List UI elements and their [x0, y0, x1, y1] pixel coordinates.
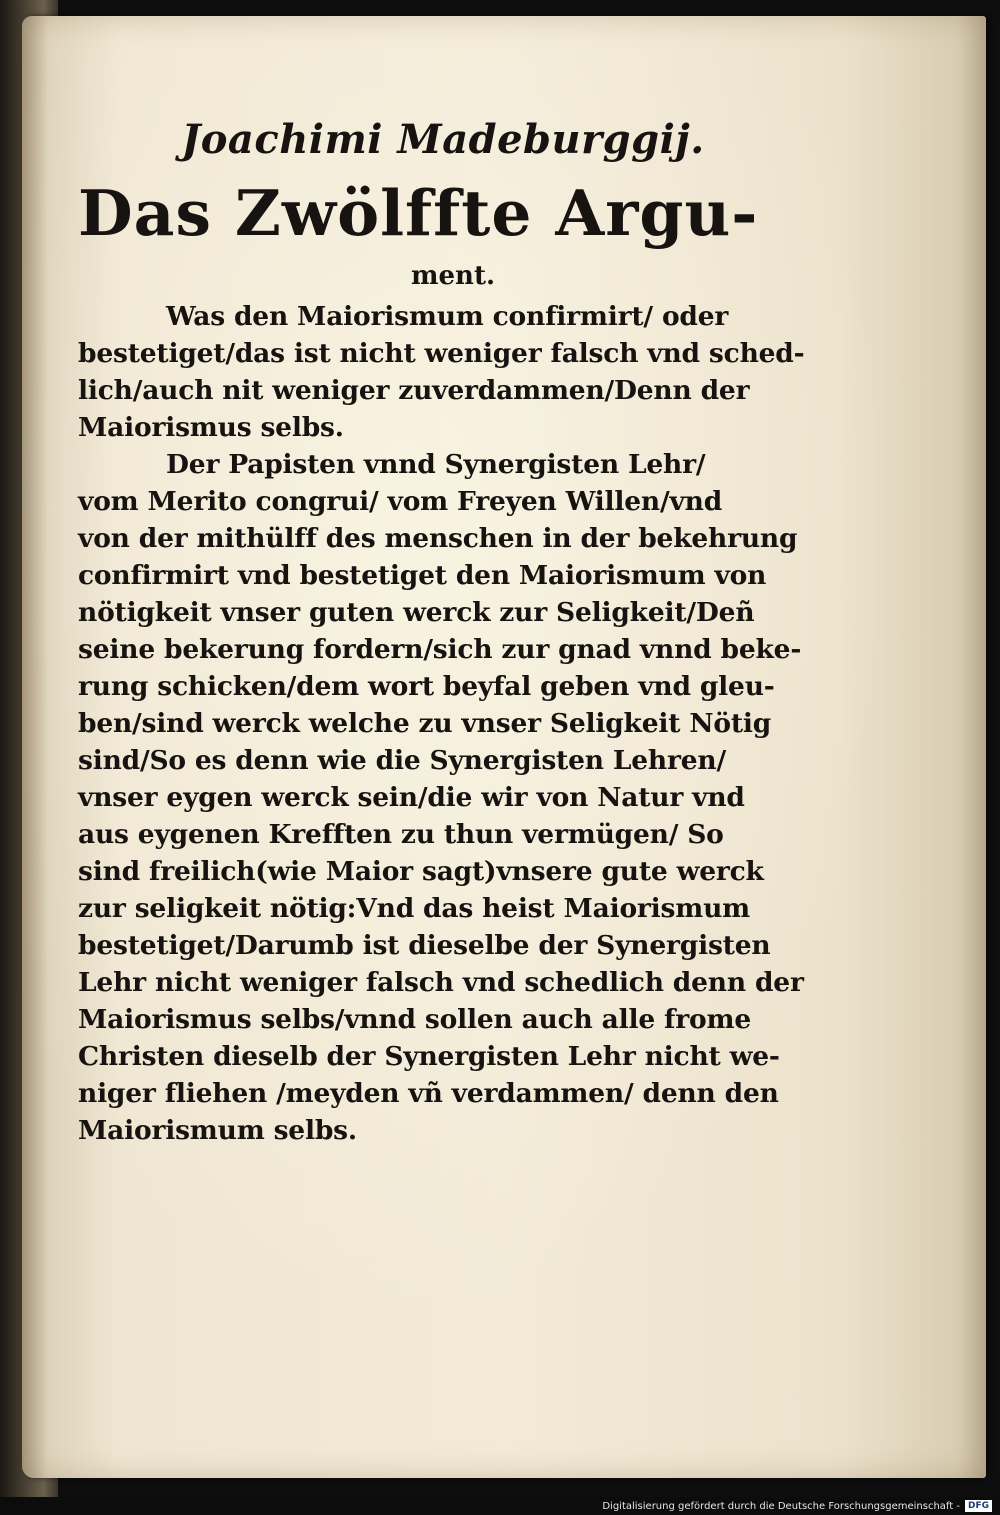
text-line: bestetiget/Darumb ist dieselbe der Synergisten: [78, 930, 771, 961]
text-line: ben/sind werck welche zu vnser Seligkeit Nötig: [78, 708, 772, 739]
text-line: Was den Maiorismum confirmirt/ oder: [166, 301, 729, 332]
text-line: Christen dieselb der Synergisten Lehr nicht we-: [78, 1041, 780, 1072]
text-line: aus eygenen Krefften zu thun vermügen/ So: [78, 819, 724, 850]
text-line: sind freilich(wie Maior sagt)vnsere gute werck: [78, 856, 764, 887]
text-line: Maiorismus selbs.: [78, 412, 344, 443]
digitization-credit: [602, 1499, 992, 1513]
text-line: Maiorismum selbs.: [78, 1115, 357, 1146]
text-block: [78, 112, 805, 1149]
text-line: confirmirt vnd bestetiget den Maiorismum von: [78, 560, 767, 591]
text-line: rung schicken/dem wort beyfal geben vnd gleu-: [78, 671, 775, 702]
chapter-title-continuation: ment.: [410, 261, 496, 291]
text-line: zur seligkeit nötig:Vnd das heist Maiorismum: [78, 893, 751, 924]
text-line: vnser eygen werck sein/die wir von Natur vnd: [78, 782, 745, 813]
book-page: [22, 16, 986, 1478]
text-line: lich/auch nit weniger zuverdammen/Denn der: [78, 375, 750, 406]
text-line: Der Papisten vnnd Synergisten Lehr/: [166, 449, 706, 480]
text-line: Maiorismus selbs/vnnd sollen auch alle frome: [78, 1004, 751, 1035]
text-line: von der mithülff des menschen in der bekehrung: [78, 523, 798, 554]
text-line: Lehr nicht weniger falsch vnd schedlich denn der: [78, 967, 804, 998]
text-line: sind/So es denn wie die Synergisten Lehren/: [78, 745, 726, 776]
chapter-title: Das Zwölffte Argu-: [78, 176, 759, 250]
text-line: vom Merito congrui/ vom Freyen Willen/vnd: [78, 486, 723, 517]
dfg-logo: DFG: [965, 1500, 992, 1512]
credit-text: Digitalisierung gefördert durch die Deutsche Forschungsgemeinschaft -: [602, 1500, 960, 1512]
text-line: bestetiget/das ist nicht weniger falsch vnd sched-: [78, 338, 805, 369]
text-line: nötigkeit vnser guten werck zur Seligkeit/Deñ: [78, 597, 755, 628]
text-line: seine bekerung fordern/sich zur gnad vnnd beke-: [78, 634, 802, 665]
text-line: niger fliehen /meyden vñ verdammen/ denn den: [78, 1078, 779, 1109]
running-head: Joachimi Madeburggij.: [181, 116, 705, 163]
